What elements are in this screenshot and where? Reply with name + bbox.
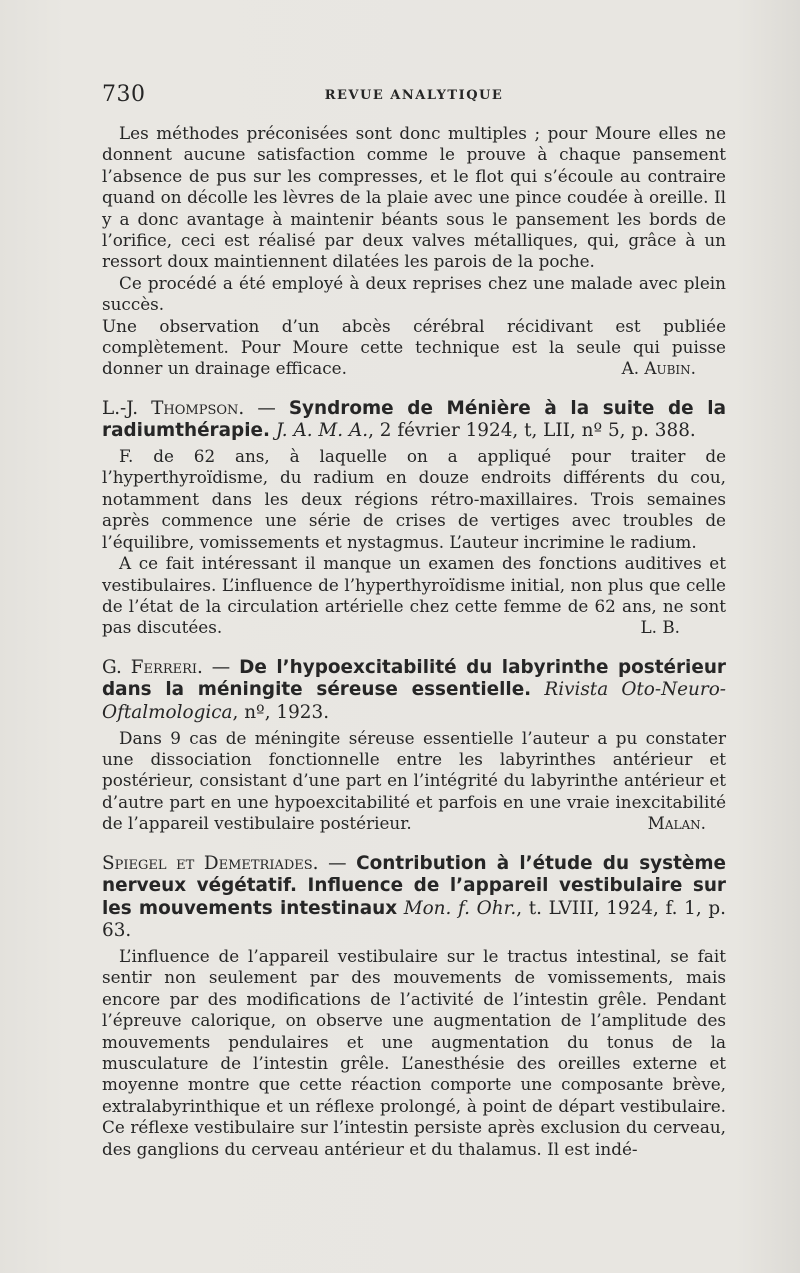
running-title: REVUE ANALYTIQUE [324, 88, 504, 103]
reference-journal: Mon. f. Ohr. [403, 897, 517, 919]
abstract-ferreri [102, 657, 726, 835]
abstract-spiegel-demetriades [102, 853, 726, 1160]
body-paragraph [102, 553, 726, 639]
body-paragraph [102, 728, 726, 835]
page-number: 730 [102, 82, 146, 107]
reference-author: Spiegel et Demetriades. [102, 852, 319, 874]
reference-title: Syndrome de Ménière à la suite de la radiumthérapie. [102, 397, 726, 442]
reference-details: , t. LVIII, 1924, f. 1, p. 63. [102, 897, 726, 942]
bibliographic-reference [102, 657, 726, 725]
page-header [102, 82, 726, 112]
body-text: A ce fait intéressant il manque un examen des fonctions auditives et vestibulaires. L’influence de l’hyperthyroïdisme initial, non plus que celle de l’état de la circulation artérielle chez cette femme de 62 ans, ne sont pas discutées. [102, 553, 726, 638]
page-content [102, 123, 726, 1160]
abstract-signature: L. B. [640, 617, 680, 638]
reference-details: , 2 février 1924, t, LII, nº 5, p. 388. [368, 420, 696, 442]
body-paragraph: L’influence de l’appareil vestibulaire sur le tractus intestinal, se fait sentir non seulement par des mouvements de vomissements, mais encore par des modifications de l’activité de l’intestin grêle. Pendant l’épreuve calorique, on observe une augmentation de l’amplitude des mouvements pendulaires et une augmentation du tonus de la musculature de l’intestin grêle. L’anesthésie des oreilles externe et moyenne montre que cette réaction comporte une composante brève, extralabyrinthique et un réflexe prolongé, à point de départ vestibulaire. Ce réflexe vestibulaire sur l’intestin persiste après exclusion du cerveau, des ganglions du cerveau antérieur et du thalamus. Il est indé- [102, 945, 726, 1159]
body-text: Dans 9 cas de méningite séreuse essentielle l’auteur a pu constater une dissociation fonctionnelle entre les labyrinthes antérieur et postérieur, consistant d’une part en l’intégrité du labyrinthe antérieur et d’autre part en une hypoexcitabilité et parfois en une vraie inexcitabilité de l’appareil vestibulaire postérieur. [102, 727, 726, 834]
bibliographic-reference [102, 853, 726, 943]
abstract-moure-continuation [102, 123, 726, 380]
body-paragraph: Les méthodes préconisées sont donc multiples ; pour Moure elles ne donnent aucune satisfaction comme le prouve à chaque pansement l’absence de pus sur les compresses, et le flot qui s’écoule au contraire quand on décolle les lèvres de la plaie avec une pince coudée à oreille. Il y a donc avantage à maintenir béants sous le pansement les bords de l’orifice, ceci est réalisé par deux valves métalliques, qui, grâce à un ressort doux maintiennent dilatées les parois de la poche. [102, 123, 726, 272]
reference-title: Contribution à l’étude du système nerveux végétatif. Influence de l’appareil vestibulaire sur les mouvements intestinaux [102, 852, 727, 919]
reference-author: G. Ferreri. [102, 656, 203, 678]
reference-journal: Rivista Oto-Neuro-Oftalmologica [102, 679, 726, 723]
abstract-thompson [102, 398, 726, 639]
reference-journal: J. A. M. A. [275, 420, 369, 442]
body-paragraph: F. de 62 ans, à laquelle on a appliqué pour traiter de l’hyperthyroïdisme, du radium en douze endroits différents du cou, notamment dans les deux régions rétro-maxillaires. Trois semaines après commence une série de crises de vertiges avec troubles de l’équilibre, vomissements et nystagmus. L’auteur incrimine le radium. [102, 446, 726, 552]
body-paragraph: Ce procédé a été employé à deux reprises chez une malade avec plein succès. [102, 272, 726, 315]
reference-dash: — [318, 852, 357, 874]
reference-details: , nº, 1923. [232, 701, 330, 723]
reference-dash: — [244, 397, 289, 419]
bibliographic-reference [102, 398, 726, 443]
abstract-signature: A. Aubin. [621, 358, 696, 379]
body-paragraph [102, 316, 726, 380]
reference-title: De l’hypoexcitabilité du labyrinthe postérieur dans la méningite séreuse essentielle. [102, 656, 726, 701]
reference-author: L.-J. Thompson. [102, 397, 245, 419]
body-text: Une observation d’un abcès cérébral récidivant est publiée complètement. Pour Moure cette technique est la seule qui puisse donner un drainage efficace. [102, 315, 726, 379]
abstract-signature: Malan. [647, 813, 706, 834]
reference-dash: — [202, 656, 240, 678]
paragraph-with-signature [102, 316, 726, 380]
